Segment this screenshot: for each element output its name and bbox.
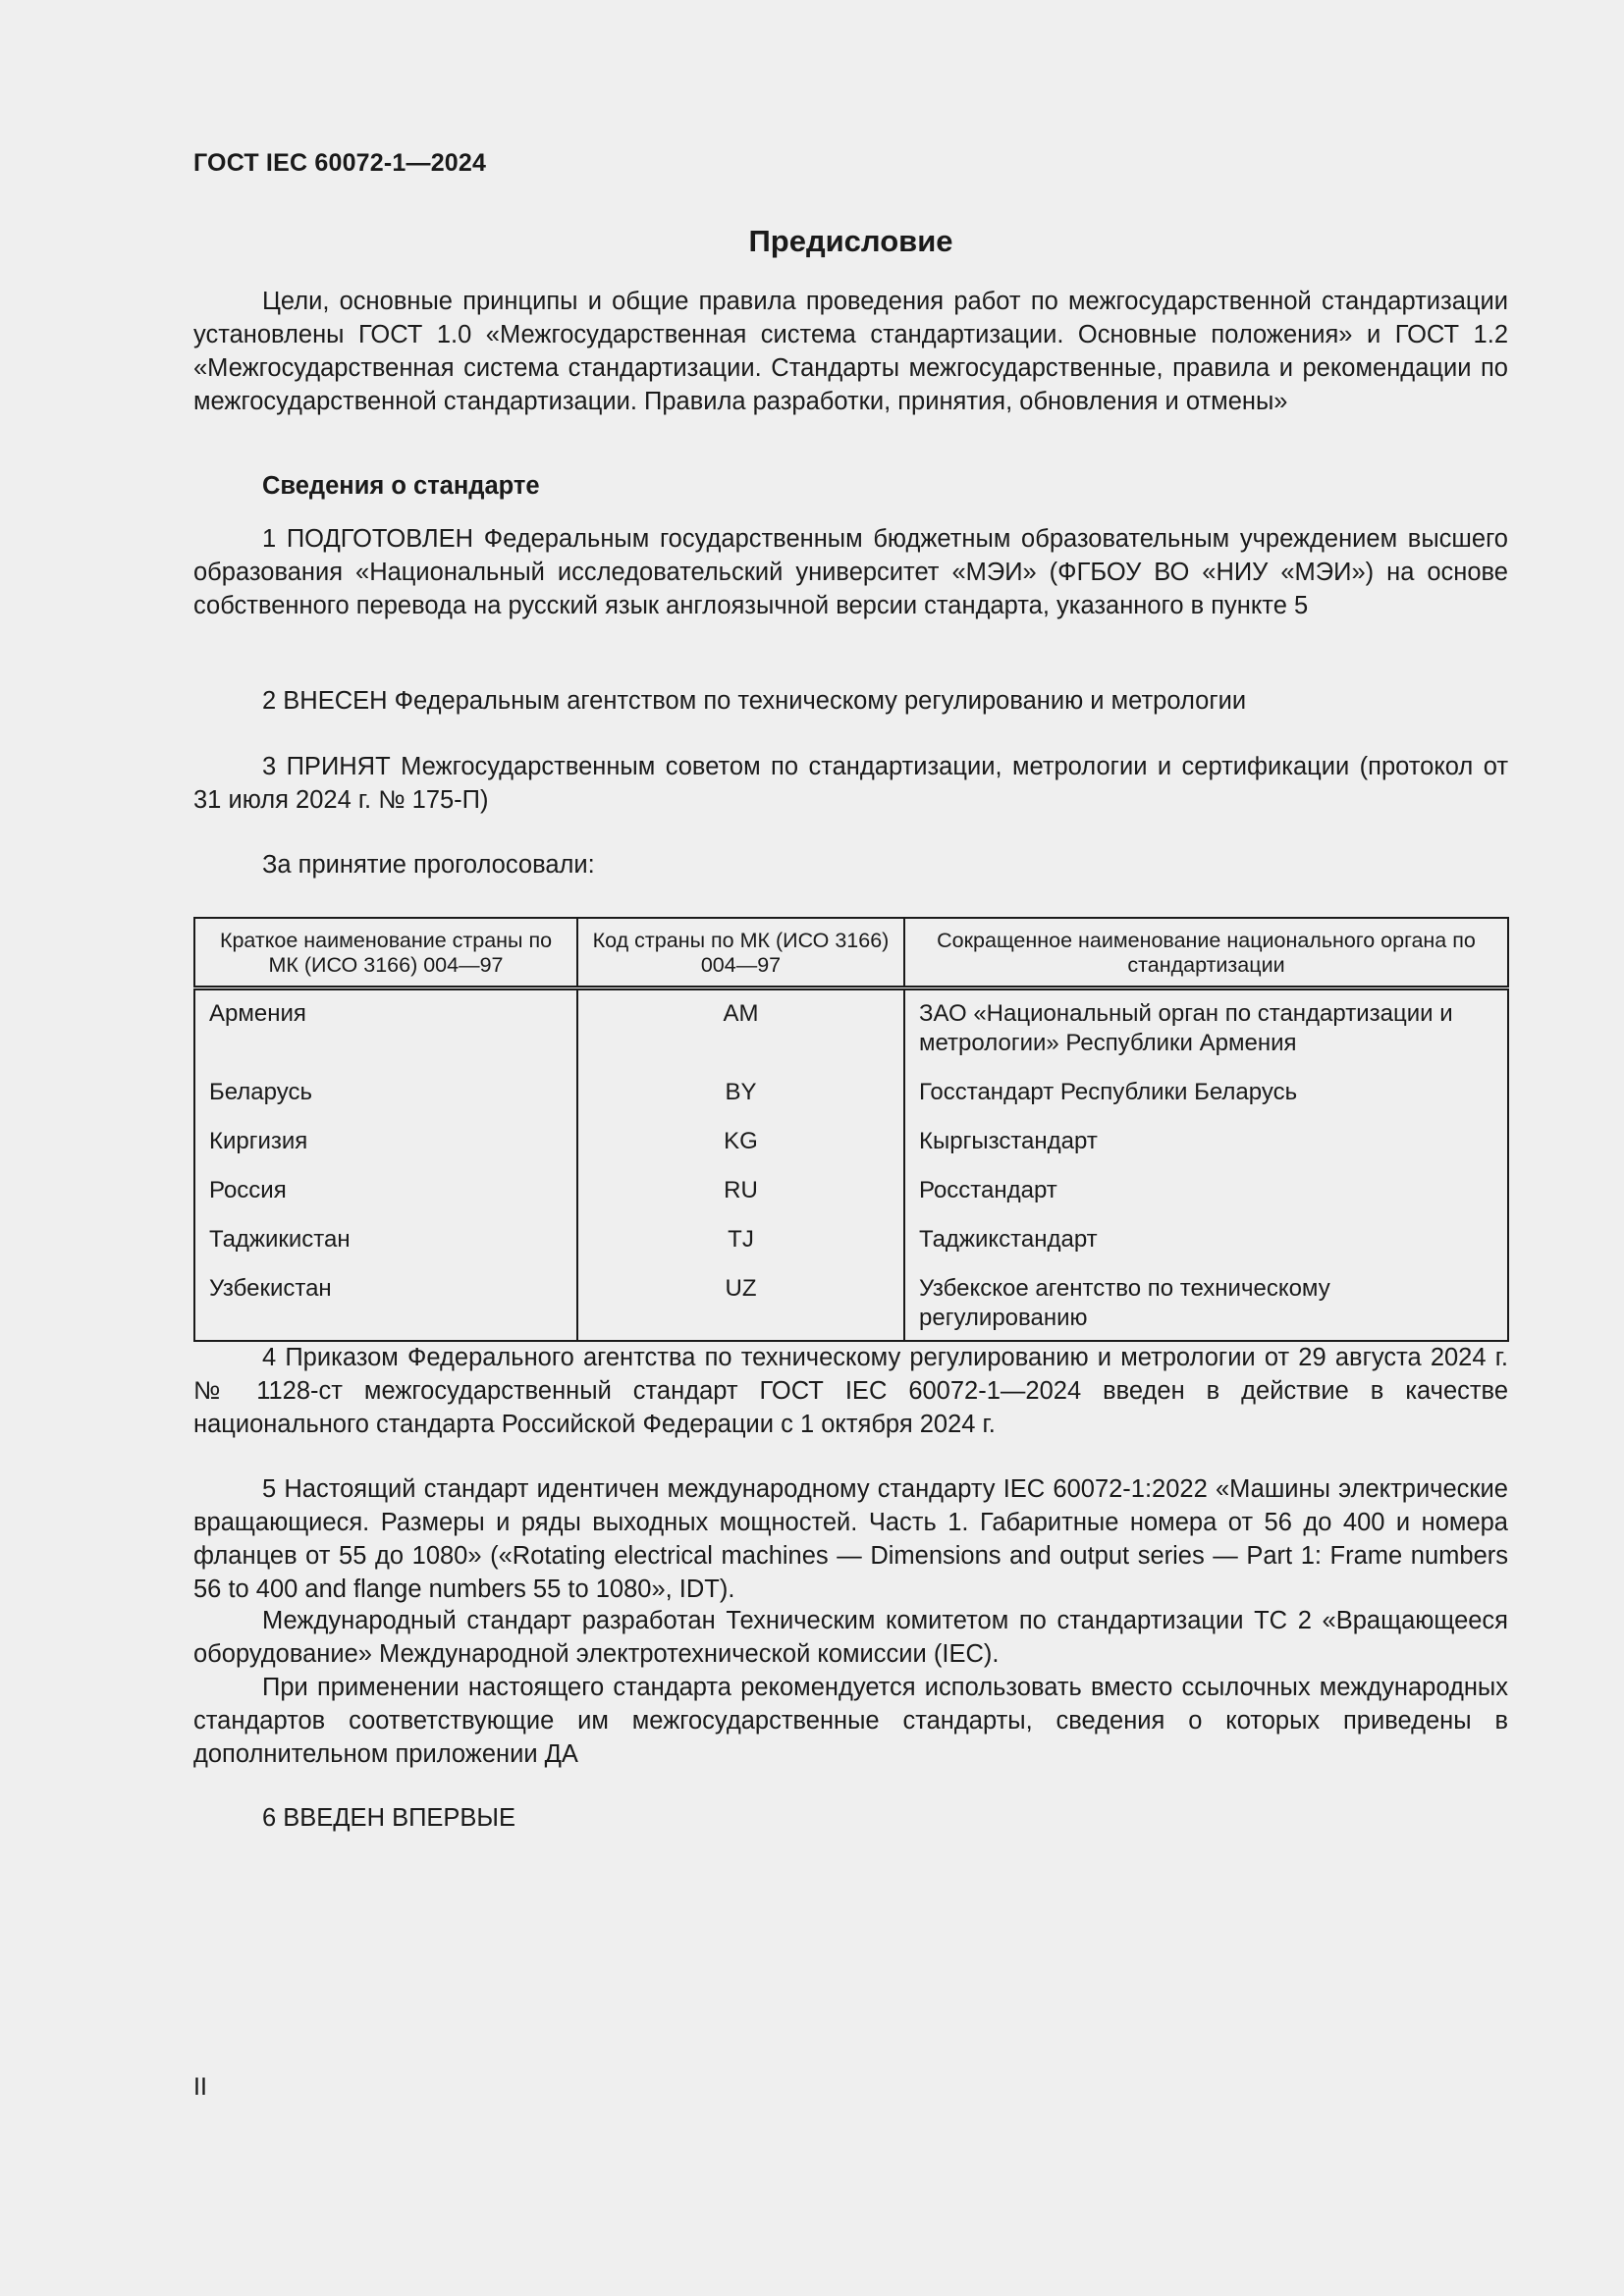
page-number: II xyxy=(193,2073,207,2101)
code-cell: KG xyxy=(577,1126,904,1175)
standard-info-heading: Сведения о стандарте xyxy=(262,472,540,500)
page-title: Предисловие xyxy=(748,224,953,258)
document-page xyxy=(193,0,1508,2296)
code-cell: RU xyxy=(577,1175,904,1224)
voted-label: За принятие проголосовали: xyxy=(262,851,595,879)
country-cell: Киргизия xyxy=(194,1126,577,1175)
code-cell: UZ xyxy=(577,1273,904,1341)
column-header-body: Сокращенное наименование национального органа по стандартизации xyxy=(904,918,1508,988)
code-cell: TJ xyxy=(577,1224,904,1273)
item-4-paragraph: 4 Приказом Федерального агентства по техническому регулированию и метрологии от 29 августа 2024 г. № 1128-ст межгосударственный стандарт ГОСТ IEC 60072-1—2024 введен в действие в качестве национального стандарта Российской Федерации с 1 октября 2024 г. xyxy=(193,1344,1508,1438)
table-header-row xyxy=(194,918,1508,988)
country-cell: Беларусь xyxy=(194,1077,577,1126)
body-cell: Кыргызстандарт xyxy=(904,1126,1508,1175)
table-row xyxy=(194,1273,1508,1341)
item-5-paragraph: 5 Настоящий стандарт идентичен международному стандарту IEC 60072-1:2022 «Машины электрические вращающиеся. Размеры и ряды выходных мощностей. Часть 1. Габаритные номера от 56 до 400 и номера фланцев от 55 до 1080» («Rotating electrical machines — Dimensions and output series — Part 1: Frame numbers 56 to 400 and flange numbers 55 to 1080», IDT). xyxy=(193,1475,1508,1603)
body-cell: Госстандарт Республики Беларусь xyxy=(904,1077,1508,1126)
body-cell: Росстандарт xyxy=(904,1175,1508,1224)
item-1-paragraph: 1 ПОДГОТОВЛЕН Федеральным государственным бюджетным образовательным учреждением высшего образования «Национальный исследовательский университет «МЭИ» (ФГБОУ ВО «НИУ «МЭИ») на основе собственного перевода на русский язык англоязычной версии стандарта, указанного в пункте 5 xyxy=(193,525,1508,619)
body-cell: ЗАО «Национальный орган по стандартизации и метрологии» Республики Армения xyxy=(904,988,1508,1078)
member-states-table xyxy=(193,917,1509,1342)
column-header-country: Краткое наименование страны по МК (ИСО 3166) 004—97 xyxy=(194,918,577,988)
table-row xyxy=(194,1175,1508,1224)
item-6-paragraph: 6 ВВЕДЕН ВПЕРВЫЕ xyxy=(262,1804,516,1832)
country-cell: Таджикистан xyxy=(194,1224,577,1273)
country-cell: Россия xyxy=(194,1175,577,1224)
code-cell: AM xyxy=(577,988,904,1078)
document-code-header: ГОСТ IEC 60072-1—2024 xyxy=(193,149,487,177)
intro-paragraph: Цели, основные принципы и общие правила проведения работ по межгосударственной стандартизации установлены ГОСТ 1.0 «Межгосударственная система стандартизации. Основные положения» и ГОСТ 1.2 «Межгосударственная система стандартизации. Стандарты межгосударственные, правила и рекомендации по межгосударственной стандартизации. Правила разработки, принятия, обновления и отмены» xyxy=(193,288,1508,415)
item-5-references-paragraph: При применении настоящего стандарта рекомендуется использовать вместо ссылочных международных стандартов соответствующие им межгосударственные стандарты, сведения о которых приведены в дополнительном приложении ДА xyxy=(193,1674,1508,1768)
item-3-paragraph: 3 ПРИНЯТ Межгосударственным советом по стандартизации, метрологии и сертификации (протокол от 31 июля 2024 г. № 175-П) xyxy=(193,753,1508,814)
item-2-paragraph: 2 ВНЕСЕН Федеральным агентством по техническому регулированию и метрологии xyxy=(262,687,1247,715)
country-cell: Армения xyxy=(194,988,577,1078)
column-header-code: Код страны по МК (ИСО 3166) 004—97 xyxy=(577,918,904,988)
table-row xyxy=(194,1224,1508,1273)
country-cell: Узбекистан xyxy=(194,1273,577,1341)
table-row xyxy=(194,1126,1508,1175)
body-cell: Узбекское агентство по техническому регулированию xyxy=(904,1273,1508,1341)
body-cell: Таджикстандарт xyxy=(904,1224,1508,1273)
item-5-committee-paragraph: Международный стандарт разработан Техническим комитетом по стандартизации ТС 2 «Вращающееся оборудование» Международной электротехнической комиссии (IEC). xyxy=(193,1607,1508,1668)
table-row xyxy=(194,988,1508,1078)
table-row xyxy=(194,1077,1508,1126)
code-cell: BY xyxy=(577,1077,904,1126)
